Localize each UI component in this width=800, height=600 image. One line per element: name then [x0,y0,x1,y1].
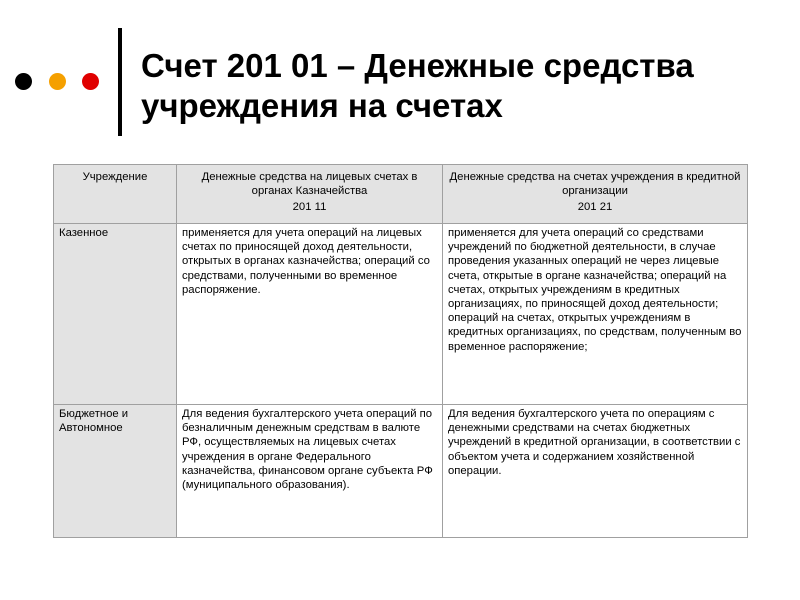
header-label: Денежные средства на лицевых счетах в органах Казначейства [201,171,418,198]
header-label: Денежные средства на счетах учреждения в кредитной организации [449,171,741,198]
black-dot-icon [15,73,32,90]
orange-dot-icon [49,73,66,90]
header-code: 201 21 [577,201,613,214]
header-credit-org [443,165,748,224]
table-row [54,405,748,538]
header-institution [54,165,177,224]
header-treasury [177,165,443,224]
cell-treasury: применяется для учета операций на лицевых счетах по приносящей доход деятельности, открытых в органах казначейства; операций со средствами, полученными во временное распоряжение. [177,224,443,405]
header-code: 201 11 [292,201,327,214]
slide-title [141,46,781,126]
cell-credit-org: Для ведения бухгалтерского учета по операциям с денежными средствами на счетах бюджетных учреждений в кредитной организации, в соответствии с объектом учета и содержанием хозяйственной операции. [443,405,748,538]
cell-institution: Казенное [54,224,177,405]
cell-institution: Бюджетное и Автономное [54,405,177,538]
cell-treasury: Для ведения бухгалтерского учета операций по безналичным денежным средствам в валюте РФ, осуществляемых на лицевых счетах учреждения в органе Федерального казначейства, финансовом органе субъекта РФ (муниципального образования). [177,405,443,538]
title-divider [118,28,122,136]
accounts-table [53,164,748,538]
title-line-2: учреждения на счетах [141,87,503,124]
cell-credit-org: применяется для учета операций со средствами учреждений по бюджетной деятельности, в случае проведения указанных операций не через лицевые счета, открытые в органе казначейства; операций на счетах, открытых учреждениям в кредитных организациях, по приносящей доход деятельности; операций на счетах, открытых учреждениям в кредитных организациях, по средствам, полученным во временное распоряжение; [443,224,748,405]
title-line-1: Счет 201 01 – Денежные средства [141,47,694,84]
table-row [54,224,748,405]
red-dot-icon [82,73,99,90]
header-label: Учреждение [82,171,148,183]
table-header-row [54,165,748,224]
